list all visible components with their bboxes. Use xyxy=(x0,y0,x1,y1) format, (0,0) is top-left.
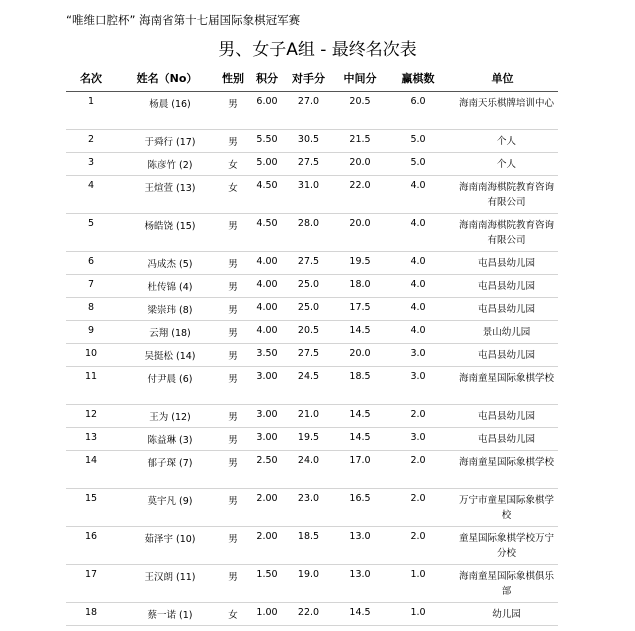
cell-gender: 男 xyxy=(218,527,248,565)
table-row xyxy=(66,428,558,451)
cell-rank: 1 xyxy=(66,92,116,130)
cell-rank: 12 xyxy=(66,405,116,428)
cell-median-score: 19.5 xyxy=(331,252,389,275)
cell-median-score: 18.5 xyxy=(331,367,389,405)
cell-unit: 屯昌县幼儿园 xyxy=(447,275,558,298)
cell-rank: 18 xyxy=(66,603,116,626)
cell-points: 4.00 xyxy=(248,252,286,275)
cell-gender: 男 xyxy=(218,451,248,489)
cell-gender: 男 xyxy=(218,275,248,298)
cell-wins: 3.0 xyxy=(389,367,447,405)
cell-wins: 3.0 xyxy=(389,344,447,367)
cell-name: 冯成杰 (5) xyxy=(116,252,218,275)
cell-median-score: 14.5 xyxy=(331,428,389,451)
cell-wins: 4.0 xyxy=(389,321,447,344)
cell-opponent-score: 24.0 xyxy=(286,451,331,489)
cell-opponent-score: 27.5 xyxy=(286,252,331,275)
column-header-gender: 性别 xyxy=(218,64,248,92)
cell-opponent-score: 25.0 xyxy=(286,298,331,321)
cell-points: 3.50 xyxy=(248,344,286,367)
cell-median-score: 13.0 xyxy=(331,527,389,565)
cell-rank: 7 xyxy=(66,275,116,298)
cell-name: 杜传锦 (4) xyxy=(116,275,218,298)
cell-gender: 男 xyxy=(218,321,248,344)
cell-opponent-score: 24.5 xyxy=(286,367,331,405)
table-header-row xyxy=(66,64,558,92)
cell-unit: 海南童星国际象棋俱乐部 xyxy=(447,565,558,603)
cell-gender: 男 xyxy=(218,298,248,321)
cell-unit: 屯昌县幼儿园 xyxy=(447,405,558,428)
cell-rank: 16 xyxy=(66,527,116,565)
cell-rank: 11 xyxy=(66,367,116,405)
column-header-rank: 名次 xyxy=(66,64,116,92)
table-row xyxy=(66,405,558,428)
cell-gender: 女 xyxy=(218,603,248,626)
cell-points: 5.50 xyxy=(248,130,286,153)
cell-name: 陈益琳 (3) xyxy=(116,428,218,451)
cell-median-score: 17.0 xyxy=(331,451,389,489)
column-header-median-score: 中间分 xyxy=(331,64,389,92)
table-row xyxy=(66,176,558,214)
cell-wins: 4.0 xyxy=(389,275,447,298)
document-header: “唯维口腔杯” 海南省第十七届国际象棋冠军赛 xyxy=(66,13,301,27)
cell-gender: 女 xyxy=(218,153,248,176)
cell-unit: 屯昌县幼儿园 xyxy=(447,298,558,321)
cell-points: 2.00 xyxy=(248,527,286,565)
cell-points: 4.50 xyxy=(248,176,286,214)
column-header-name: 姓名（No） xyxy=(116,64,218,92)
cell-rank: 14 xyxy=(66,451,116,489)
table-row xyxy=(66,367,558,405)
cell-name: 莫宇凡 (9) xyxy=(116,489,218,527)
table-row xyxy=(66,153,558,176)
cell-wins: 5.0 xyxy=(389,153,447,176)
cell-median-score: 17.5 xyxy=(331,298,389,321)
cell-rank: 9 xyxy=(66,321,116,344)
cell-name: 陈彦竹 (2) xyxy=(116,153,218,176)
cell-name: 王为 (12) xyxy=(116,405,218,428)
cell-gender: 女 xyxy=(218,176,248,214)
cell-rank: 8 xyxy=(66,298,116,321)
cell-unit: 童星国际象棋学校万宁分校 xyxy=(447,527,558,565)
cell-wins: 4.0 xyxy=(389,252,447,275)
standings-table xyxy=(66,64,558,626)
cell-name: 云翔 (18) xyxy=(116,321,218,344)
cell-median-score: 20.5 xyxy=(331,92,389,130)
cell-gender: 男 xyxy=(218,252,248,275)
cell-median-score: 20.0 xyxy=(331,344,389,367)
cell-points: 4.00 xyxy=(248,321,286,344)
table-row xyxy=(66,321,558,344)
cell-wins: 4.0 xyxy=(389,176,447,214)
cell-opponent-score: 18.5 xyxy=(286,527,331,565)
cell-rank: 10 xyxy=(66,344,116,367)
cell-unit: 屯昌县幼儿园 xyxy=(447,428,558,451)
cell-name: 王汉朗 (11) xyxy=(116,565,218,603)
cell-wins: 5.0 xyxy=(389,130,447,153)
cell-wins: 2.0 xyxy=(389,489,447,527)
cell-median-score: 21.5 xyxy=(331,130,389,153)
table-row xyxy=(66,252,558,275)
cell-name: 杨皓饶 (15) xyxy=(116,214,218,252)
cell-wins: 2.0 xyxy=(389,527,447,565)
cell-wins: 6.0 xyxy=(389,92,447,130)
cell-median-score: 14.5 xyxy=(331,321,389,344)
cell-median-score: 13.0 xyxy=(331,565,389,603)
cell-opponent-score: 31.0 xyxy=(286,176,331,214)
cell-unit: 海南童星国际象棋学校 xyxy=(447,451,558,489)
cell-opponent-score: 19.0 xyxy=(286,565,331,603)
cell-unit: 个人 xyxy=(447,130,558,153)
cell-rank: 5 xyxy=(66,214,116,252)
cell-unit: 海南南海棋院教育咨询有限公司 xyxy=(447,214,558,252)
table-row xyxy=(66,603,558,626)
cell-name: 吴挺松 (14) xyxy=(116,344,218,367)
cell-gender: 男 xyxy=(218,344,248,367)
cell-median-score: 16.5 xyxy=(331,489,389,527)
column-header-wins: 赢棋数 xyxy=(389,64,447,92)
cell-rank: 17 xyxy=(66,565,116,603)
cell-unit: 个人 xyxy=(447,153,558,176)
cell-median-score: 14.5 xyxy=(331,405,389,428)
column-header-unit: 单位 xyxy=(447,64,558,92)
cell-unit: 屯昌县幼儿园 xyxy=(447,252,558,275)
cell-unit: 万宁市童星国际象棋学校 xyxy=(447,489,558,527)
cell-wins: 3.0 xyxy=(389,428,447,451)
cell-opponent-score: 27.0 xyxy=(286,92,331,130)
cell-points: 4.50 xyxy=(248,214,286,252)
cell-gender: 男 xyxy=(218,405,248,428)
cell-points: 1.50 xyxy=(248,565,286,603)
cell-points: 3.00 xyxy=(248,428,286,451)
cell-unit: 景山幼儿园 xyxy=(447,321,558,344)
cell-opponent-score: 21.0 xyxy=(286,405,331,428)
cell-rank: 4 xyxy=(66,176,116,214)
cell-name: 王煊萱 (13) xyxy=(116,176,218,214)
cell-name: 梁崇玮 (8) xyxy=(116,298,218,321)
cell-opponent-score: 28.0 xyxy=(286,214,331,252)
cell-wins: 4.0 xyxy=(389,298,447,321)
column-header-points: 积分 xyxy=(248,64,286,92)
cell-rank: 13 xyxy=(66,428,116,451)
cell-unit: 幼儿园 xyxy=(447,603,558,626)
cell-name: 杨晨 (16) xyxy=(116,92,218,130)
cell-median-score: 20.0 xyxy=(331,153,389,176)
cell-unit: 海南南海棋院教育咨询有限公司 xyxy=(447,176,558,214)
cell-unit: 海南天乐棋牌培训中心 xyxy=(447,92,558,130)
cell-points: 6.00 xyxy=(248,92,286,130)
table-row xyxy=(66,527,558,565)
cell-points: 4.00 xyxy=(248,275,286,298)
cell-opponent-score: 23.0 xyxy=(286,489,331,527)
table-row xyxy=(66,214,558,252)
table-row xyxy=(66,489,558,527)
cell-rank: 3 xyxy=(66,153,116,176)
cell-opponent-score: 27.5 xyxy=(286,153,331,176)
page-title: 男、女子A组 - 最终名次表 xyxy=(218,40,417,60)
table-row xyxy=(66,344,558,367)
cell-name: 茹泽宇 (10) xyxy=(116,527,218,565)
cell-gender: 男 xyxy=(218,367,248,405)
column-header-opponent-score: 对手分 xyxy=(286,64,331,92)
cell-points: 3.00 xyxy=(248,405,286,428)
cell-opponent-score: 20.5 xyxy=(286,321,331,344)
cell-points: 2.00 xyxy=(248,489,286,527)
cell-gender: 男 xyxy=(218,130,248,153)
cell-points: 1.00 xyxy=(248,603,286,626)
cell-gender: 男 xyxy=(218,92,248,130)
cell-opponent-score: 25.0 xyxy=(286,275,331,298)
cell-opponent-score: 19.5 xyxy=(286,428,331,451)
cell-name: 于舜行 (17) xyxy=(116,130,218,153)
cell-opponent-score: 27.5 xyxy=(286,344,331,367)
cell-gender: 男 xyxy=(218,489,248,527)
cell-wins: 1.0 xyxy=(389,603,447,626)
cell-name: 蔡一诺 (1) xyxy=(116,603,218,626)
table-row xyxy=(66,130,558,153)
cell-wins: 1.0 xyxy=(389,565,447,603)
cell-opponent-score: 22.0 xyxy=(286,603,331,626)
table-row xyxy=(66,565,558,603)
cell-unit: 海南童星国际象棋学校 xyxy=(447,367,558,405)
cell-median-score: 14.5 xyxy=(331,603,389,626)
cell-gender: 男 xyxy=(218,428,248,451)
cell-rank: 6 xyxy=(66,252,116,275)
cell-median-score: 20.0 xyxy=(331,214,389,252)
cell-gender: 男 xyxy=(218,214,248,252)
cell-points: 3.00 xyxy=(248,367,286,405)
table-row xyxy=(66,451,558,489)
table-row xyxy=(66,298,558,321)
cell-wins: 2.0 xyxy=(389,451,447,489)
cell-wins: 4.0 xyxy=(389,214,447,252)
table-body xyxy=(66,92,558,626)
table-row xyxy=(66,275,558,298)
cell-unit: 屯昌县幼儿园 xyxy=(447,344,558,367)
cell-points: 2.50 xyxy=(248,451,286,489)
cell-wins: 2.0 xyxy=(389,405,447,428)
table-row xyxy=(66,92,558,130)
cell-rank: 2 xyxy=(66,130,116,153)
cell-name: 郁子琛 (7) xyxy=(116,451,218,489)
cell-points: 5.00 xyxy=(248,153,286,176)
cell-rank: 15 xyxy=(66,489,116,527)
cell-gender: 男 xyxy=(218,565,248,603)
cell-points: 4.00 xyxy=(248,298,286,321)
cell-name: 付尹晨 (6) xyxy=(116,367,218,405)
cell-opponent-score: 30.5 xyxy=(286,130,331,153)
cell-median-score: 22.0 xyxy=(331,176,389,214)
cell-median-score: 18.0 xyxy=(331,275,389,298)
